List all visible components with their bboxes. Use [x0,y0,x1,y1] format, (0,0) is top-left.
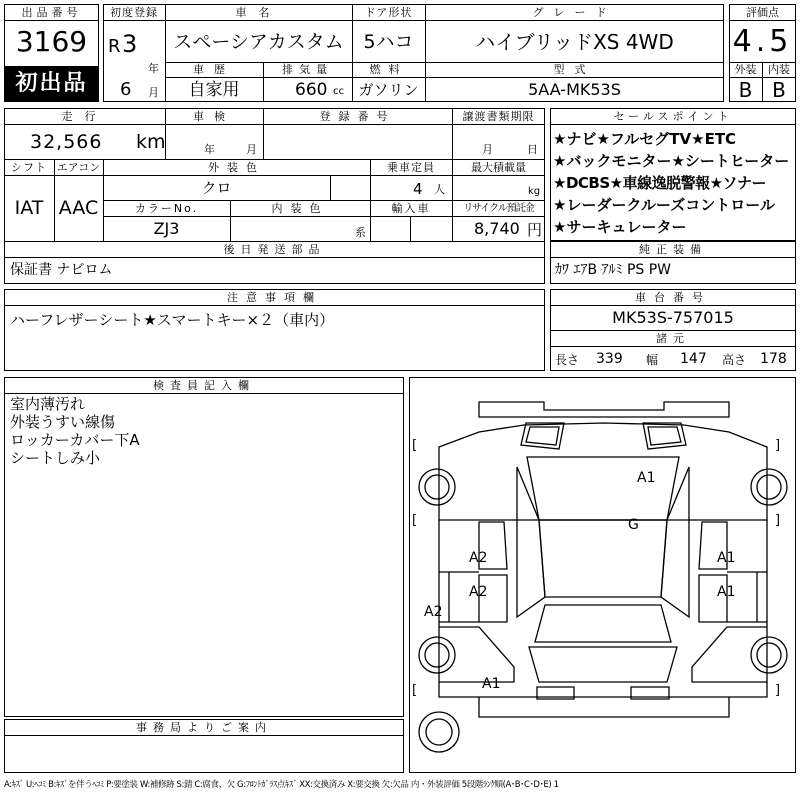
grade: ハイブリッドXS 4WD [475,30,674,54]
displacement-unit: cc [333,86,344,97]
mileage: 32,566 [30,131,103,153]
fuel-label: 燃料 [369,63,408,76]
bracket-mark: ] [775,438,781,453]
sales-points-label: セールスポイント [613,110,733,123]
chassis-label: 車台番号 [635,291,711,304]
exterior-label: 外装 [734,63,757,76]
load-unit: kg [528,186,541,197]
sales-point-line: ★DCBS★車線逸脱警報★ソナー [553,174,767,192]
reg-month: 6 [120,79,132,100]
footer-legend: A:ｷｽﾞ U:ﾍｺﾐ B:ｷｽﾞを伴うﾍｺﾐ P:要塗装 W:補修跡 S:錆 C:腐食、欠 G:ﾌﾛﾝﾄｶﾞﾗｽ点ｷｽﾞ XX:交換済み X:要交換 欠:欠品 内・外装評価 5段階ﾗﾝｸ順(A･B･C･D･E) 1 [4,780,559,790]
bracket-mark: ] [775,683,781,698]
interior-grade: B [772,78,786,102]
transfer-day-unit: 日 [527,143,538,156]
lot-number-label: 出品番号 [21,6,82,19]
bracket-mark: ] [775,513,781,528]
transfer-month-unit: 月 [482,143,493,156]
damage-mark: A1 [717,584,736,600]
door: 5ハコ [363,31,414,53]
inspector-label: 検査員記入欄 [153,379,255,392]
damage-mark: G [628,517,639,533]
later-parts-label: 後日発送部品 [223,243,326,256]
inspector-line: 外装うすい線傷 [10,413,116,431]
ext-color: クロ [201,179,232,197]
bracket-mark: [ [412,513,418,528]
inspector-line: ロッカーカバー下A [10,431,140,449]
inspector-line: 室内薄汚れ [10,395,86,413]
length-label: 長さ [555,353,580,367]
model-label: 型式 [553,63,596,76]
mileage-label: 走行 [61,110,108,123]
reg-year-unit: 年 [148,62,159,75]
bracket-mark: [ [412,683,418,698]
reg-label: 初度登録 [110,6,158,19]
damage-mark: A1 [482,676,501,692]
width: 147 [680,351,707,367]
capacity: 4 [413,180,423,198]
reg-era: R [108,36,121,57]
history: 自家用 [188,80,240,100]
color-no: ZJ3 [153,219,180,238]
sales-point-line: ★バックモニター★シートヒーター [553,152,790,170]
height-label: 高さ [722,353,747,367]
ac: AAC [58,197,99,219]
sales-point-line: ★サーキュレーター [553,218,687,236]
plate-label: 登録番号 [319,110,396,123]
ext-color-label: 外装色 [208,161,265,174]
office-label: 事務局よりご案内 [136,721,272,734]
ac-label: エアコン [56,161,101,174]
notes: ハーフレザーシート★スマートキー×２（車内） [10,311,335,329]
transfer-label: 譲渡書類期限 [462,110,535,123]
reg-year: 3 [122,30,138,58]
reg-month-unit: 月 [148,86,159,99]
inspection-label: 車検 [193,110,235,123]
inspection-month-unit: 月 [246,143,257,156]
car-name: スペーシアカスタム [173,31,344,53]
equipment: ｶﾜ ｴｱB ｱﾙﾐ PS PW [555,262,672,278]
inspector-line: シートしみ小 [10,449,101,467]
displacement-label: 排気量 [282,63,333,76]
car-diagram [409,377,796,773]
damage-mark: A2 [424,604,443,620]
exterior-grade: B [738,78,753,102]
load-label: 最大積載量 [471,161,526,174]
notes-label: 注意事項欄 [227,291,322,304]
capacity-label: 乗車定員 [387,161,435,174]
length: 339 [596,351,623,367]
sales-point-line: ★ナビ★フルセグTV★ETC [553,130,737,148]
damage-mark: A1 [717,550,736,566]
chassis-number: MK53S-757015 [612,308,734,327]
int-color-unit: 系 [355,226,366,239]
score-label: 評価点 [746,6,779,19]
mileage-unit: km [136,131,166,153]
score: 4.5 [732,24,793,59]
import-label: 輸入車 [391,202,431,215]
door-label: ドア形状 [364,6,413,19]
history-label: 車歴 [193,63,235,76]
interior-label: 内装 [768,63,790,76]
damage-mark: A1 [637,470,656,486]
recycle: 8,740 [474,219,520,238]
grade-label: グレード [532,6,617,19]
damage-mark: A2 [469,584,488,600]
width-label: 幅 [646,353,659,367]
capacity-unit: 人 [434,183,445,196]
car-name-label: 車名 [235,6,282,19]
bracket-mark: [ [412,438,418,453]
recycle-unit: 円 [527,221,543,239]
later-parts: 保証書 ナビロム [10,262,113,278]
damage-mark: A2 [469,550,488,566]
shift-label: シフト [11,161,47,174]
model: 5AA-MK53S [528,80,621,99]
shift: IAT [14,197,44,219]
inspection-year-unit: 年 [204,143,215,156]
first-listing-text: 初出品 [15,71,88,96]
lot-number: 3169 [15,25,88,58]
recycle-label: リサイクル預託金 [463,203,534,214]
color-no-label: カラーNo. [134,202,199,215]
displacement: 660 [295,80,328,100]
int-color-label: 内装色 [271,202,329,215]
fuel: ガソリン [358,81,419,99]
equipment-label: 純正装備 [639,243,707,256]
spec-label: 諸元 [656,332,690,345]
sales-point-line: ★レーダークルーズコントロール [553,196,775,214]
height: 178 [760,351,787,367]
